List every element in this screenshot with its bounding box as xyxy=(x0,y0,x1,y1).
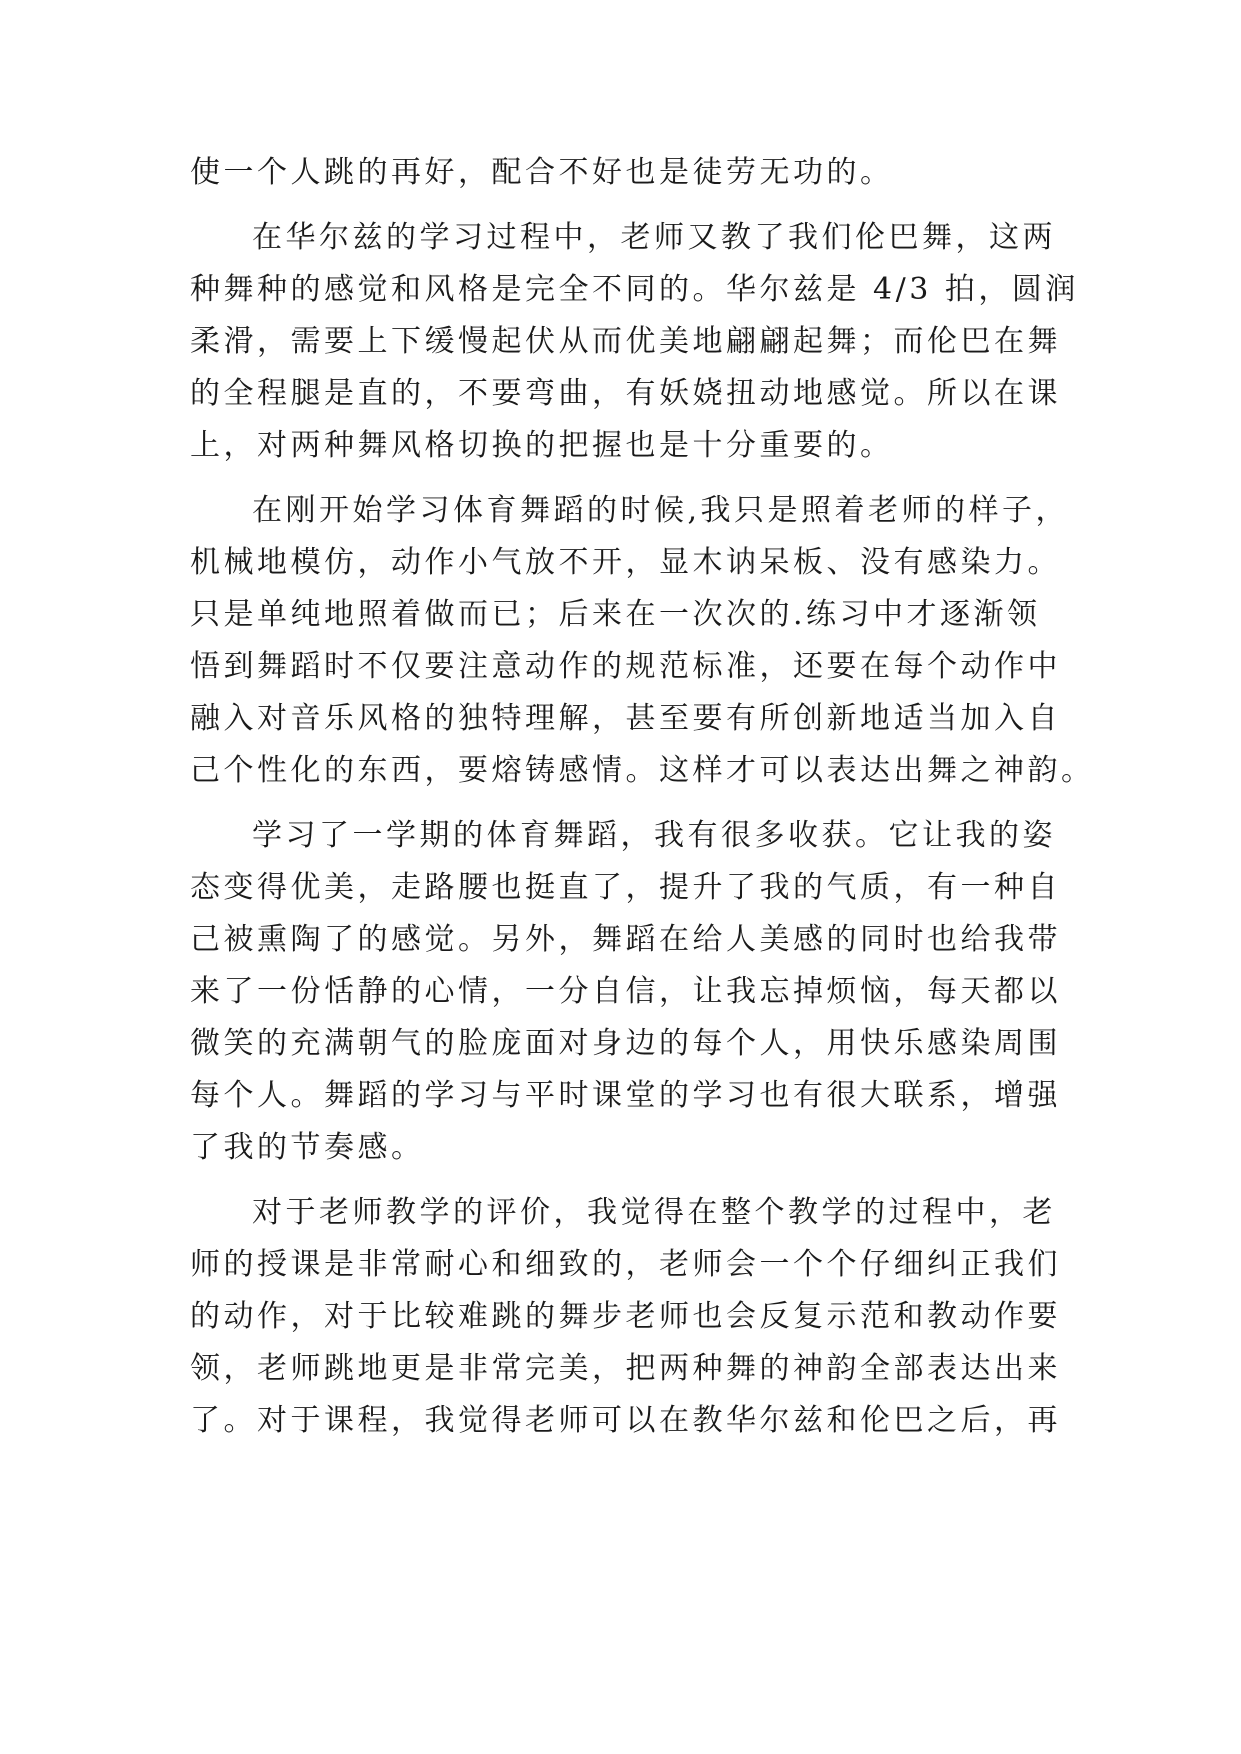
text-line: 种舞种的感觉和风格是完全不同的。华尔兹是 4/3 拍，圆润 xyxy=(190,272,1079,307)
paragraph-first-line: 学习了一学期的体育舞蹈，我有很多收获。它让我的姿 xyxy=(252,818,1056,853)
text-line: 己被熏陶了的感觉。另外，舞蹈在给人美感的同时也给我带 xyxy=(190,922,1061,957)
text-line: 来了一份恬静的心情，一分自信，让我忘掉烦恼，每天都以 xyxy=(190,974,1061,1009)
text-line: 使一个人跳的再好，配合不好也是徒劳无功的。 xyxy=(190,155,894,190)
paragraph-first-line: 在刚开始学习体育舞蹈的时候,我只是照着老师的样子， xyxy=(252,493,1070,528)
text-line: 悟到舞蹈时不仅要注意动作的规范标准，还要在每个动作中 xyxy=(190,649,1061,684)
text-line: 每个人。舞蹈的学习与平时课堂的学习也有很大联系，增强 xyxy=(190,1078,1061,1113)
text-line: 了我的节奏感。 xyxy=(190,1130,425,1165)
text-line: 师的授课是非常耐心和细致的，老师会一个个仔细纠正我们 xyxy=(190,1247,1061,1282)
text-line: 态变得优美，走路腰也挺直了，提升了我的气质，有一种自 xyxy=(190,870,1061,905)
text-line: 机械地模仿，动作小气放不开，显木讷呆板、没有感染力。 xyxy=(190,545,1061,580)
text-line: 的全程腿是直的，不要弯曲，有妖娆扭动地感觉。所以在课 xyxy=(190,376,1061,411)
paragraph-first-line: 对于老师教学的评价，我觉得在整个教学的过程中，老 xyxy=(252,1195,1056,1230)
paragraph-first-line: 在华尔兹的学习过程中，老师又教了我们伦巴舞，这两 xyxy=(252,220,1056,255)
text-line: 只是单纯地照着做而已；后来在一次次的.练习中才逐渐领 xyxy=(190,597,1041,632)
text-line: 领，老师跳地更是非常完美，把两种舞的神韵全部表达出来 xyxy=(190,1351,1061,1386)
text-line: 己个性化的东西，要熔铸感情。这样才可以表达出舞之神韵。 xyxy=(190,753,1095,788)
text-line: 微笑的充满朝气的脸庞面对身边的每个人，用快乐感染周围 xyxy=(190,1026,1061,1061)
text-line: 上，对两种舞风格切换的把握也是十分重要的。 xyxy=(190,428,894,463)
text-line: 的动作，对于比较难跳的舞步老师也会反复示范和教动作要 xyxy=(190,1299,1061,1334)
text-line: 融入对音乐风格的独特理解，甚至要有所创新地适当加入自 xyxy=(190,701,1061,736)
text-line: 柔滑，需要上下缓慢起伏从而优美地翩翩起舞；而伦巴在舞 xyxy=(190,324,1061,359)
text-line: 了。对于课程，我觉得老师可以在教华尔兹和伦巴之后，再 xyxy=(190,1403,1061,1438)
